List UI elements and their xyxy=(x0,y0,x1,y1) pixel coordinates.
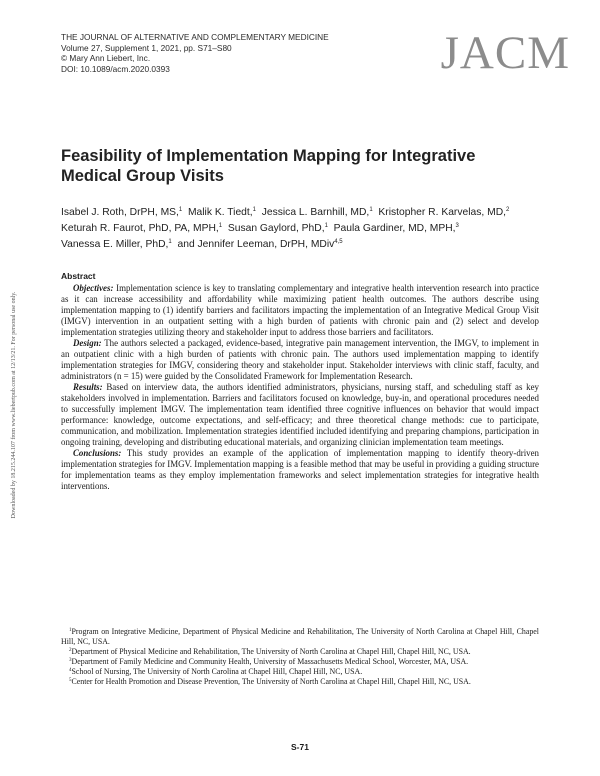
page-number: S-71 xyxy=(291,742,309,752)
abstract-design: Design: The authors selected a packaged, evidence-based, integrative pain management intervention, the IMGV, to implement in an outpatient clinic with a high burden of patients with chronic pain. The authors used implementation mapping to identify implementation strategies for IMGV, considering theory and stakeholder input. Stakeholder interviews with clinic staff, faculty, and administrators (n = 15) were guided by the Consolidated Framework for Implementation Research. xyxy=(61,338,539,381)
doi-line: DOI: 10.1089/acm.2020.0393 xyxy=(61,63,170,74)
footnote: $^3$Department of Family Medicine and Community Health, University of Massachusetts Medical School, Worcester, MA, USA. xyxy=(69,656,469,666)
author: Paula Gardiner, MD, MPH,$^3$ xyxy=(333,222,459,234)
author: Jessica L. Barnhill, MD,$^1$ xyxy=(261,207,373,218)
article-title: Feasibility of Implementation Mapping for Integrative Medical Group Visits xyxy=(61,147,476,185)
copyright-line: © Mary Ann Liebert, Inc. xyxy=(61,53,151,64)
author: and Jennifer Leeman, DrPH, MDiv$^{4,5}$ xyxy=(177,238,343,250)
abstract-objectives: Objectives: Implementation science is key to translating complementary and integrative health intervention research into practice as it can increase accessibility and affordability while maximizing patient health outcomes. The authors describe using implementation mapping to (1) identify barriers and facilitators impacting the implementation of an Integrative Medical Group Visit (IMGV) intervention in an outpatient setting with a high burden of patients with chronic pain and (2) select and develop implementation strategies utilizing theory and stakeholder input to address those barriers and facilitators. xyxy=(61,283,540,337)
footnote: $^5$Center for Health Promotion and Disease Prevention, The University of North Carolina at Chapel Hill, Chapel Hill, NC, USA. xyxy=(69,676,471,686)
abstract-conclusions: Conclusions: This study provides an example of the application of implementation mapping to identify theory-driven implementation strategies for IMGV. Implementation mapping is a feasible method that may be useful in providing a guiding structure for implementation teams as they employ implementation frameworks and select implementation strategies for integrative health interventions. xyxy=(61,448,539,491)
footnote: $^4$School of Nursing, The University of North Carolina at Chapel Hill, Chapel Hill, NC, USA. xyxy=(69,666,363,676)
abstract-results: Results: Based on interview data, the authors identified administrators, physicians, nursing staff, and scheduling staff as key stakeholders involved in implementation. Barriers and facilitators focused on knowledge, buy-in, and operational procedures needed to successfully implement IMGV. The implementation team identified three cognitive influences on behavior that would impact performance: knowledge, outcome expectations, and self-efficacy; and three theoretical change methods: cue to participate, communication, and mobilization. Implementation strategies identified included identifying and preparing champions, participation in ongoing training, developing and distributing educational materials, and organizing clinician implementation team meetings. xyxy=(61,382,539,447)
abstract-heading: Abstract xyxy=(61,271,96,281)
author: Vanessa E. Miller, PhD,$^1$ xyxy=(61,238,172,250)
footnote: $^1$Program on Integrative Medicine, Department of Physical Medicine and Rehabilitation, The University of North Carolina at Chapel Hill, Chapel Hill, NC, USA. xyxy=(61,627,539,646)
author: Keturah R. Faurot, PhD, PA, MPH,$^1$ xyxy=(61,222,223,234)
author-list xyxy=(61,205,561,252)
author: Malik K. Tiedt,$^1$ xyxy=(187,207,256,218)
journal-name: THE JOURNAL OF ALTERNATIVE AND COMPLEMENTARY MEDICINE xyxy=(61,32,329,42)
author: Kristopher R. Karvelas, MD,$^2$ xyxy=(378,207,510,218)
author: Susan Gaylord, PhD,$^1$ xyxy=(227,222,328,234)
download-notice xyxy=(4,250,24,560)
author: Isabel J. Roth, DrPH, MS,$^1$ xyxy=(61,207,183,218)
journal-header xyxy=(61,32,421,74)
affiliation-footnotes xyxy=(61,627,539,686)
journal-logo: JACM xyxy=(440,27,570,79)
download-notice-text: Downloaded by 18.215.244.107 from www.liebertpub.com at 12/13/21. For personal use only. xyxy=(11,291,17,519)
abstract-body xyxy=(61,283,539,492)
footnote: $^2$Department of Physical Medicine and Rehabilitation, The University of North Carolina at Chapel Hill, Chapel Hill, NC, USA. xyxy=(69,646,471,656)
volume-line: Volume 27, Supplement 1, 2021, pp. S71–S80 xyxy=(61,42,232,53)
